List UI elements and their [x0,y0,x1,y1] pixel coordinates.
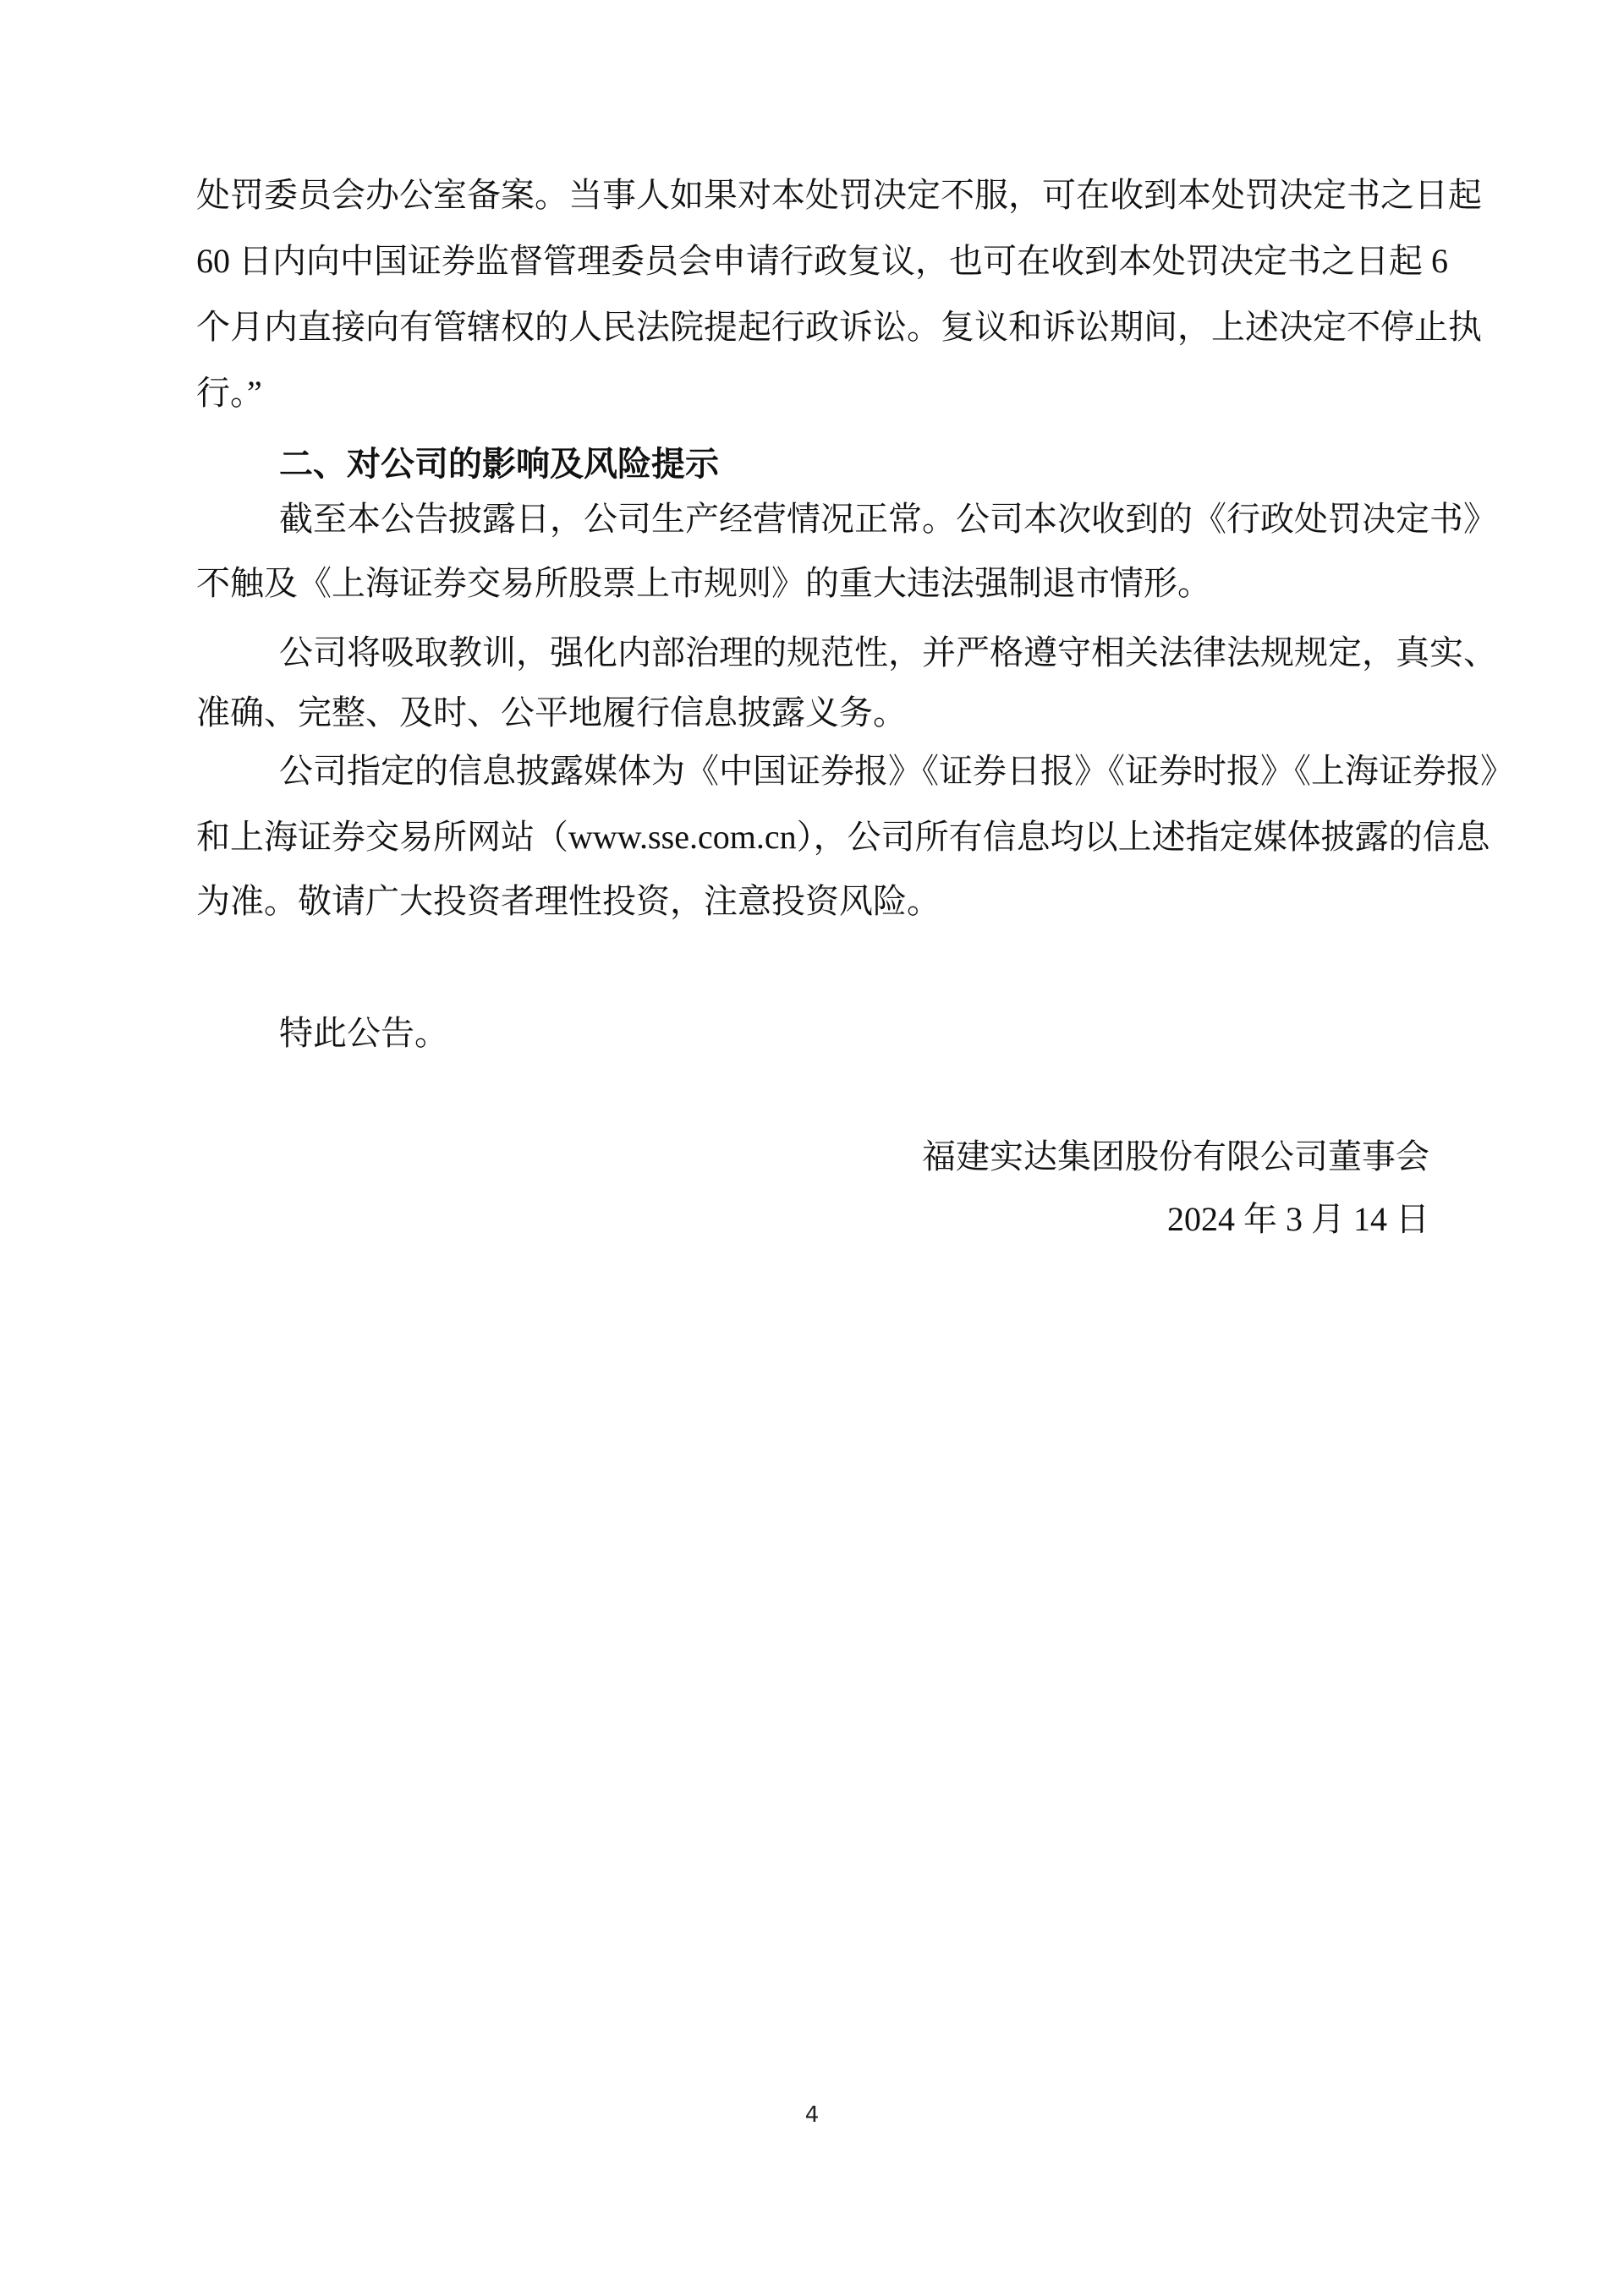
text-line: 不触及《上海证券交易所股票上市规则》的重大违法强制退市情形。 [196,564,1211,602]
text-line: 为准。敬请广大投资者理性投资，注意投资风险。 [196,882,941,920]
signature-organization: 福建实达集团股份有限公司董事会 [922,1137,1429,1175]
text-line: 60 日内向中国证券监督管理委员会申请行政复议，也可在收到本处罚决定书之日起 6 [196,242,1448,280]
text-line: 个月内直接向有管辖权的人民法院提起行政诉讼。复议和诉讼期间，上述决定不停止执 [196,308,1482,346]
text-line: 截至本公告披露日，公司生产经营情况正常。公司本次收到的《行政处罚决定书》 [279,500,1497,538]
text-line: 准确、完整、及时、公平地履行信息披露义务。 [196,693,907,732]
text-line: 和上海证券交易所网站（www.sse.com.cn），公司所有信息均以上述指定媒体披露的信息 [196,818,1490,856]
closing-text: 特此公告。 [279,1014,448,1052]
text-line: 行。” [196,374,262,412]
text-line: 公司指定的信息披露媒体为《中国证券报》《证券日报》《证券时报》《上海证券报》 [279,752,1514,790]
text-line: 公司将吸取教训，强化内部治理的规范性，并严格遵守相关法律法规规定，真实、 [279,633,1497,671]
signature-date: 2024 年 3 月 14 日 [1167,1200,1429,1238]
section-heading: 二、对公司的影响及风险提示 [279,445,719,483]
page-number: 4 [804,2102,820,2128]
text-line: 处罚委员会办公室备案。当事人如果对本处罚决定不服，可在收到本处罚决定书之日起 [196,176,1482,214]
